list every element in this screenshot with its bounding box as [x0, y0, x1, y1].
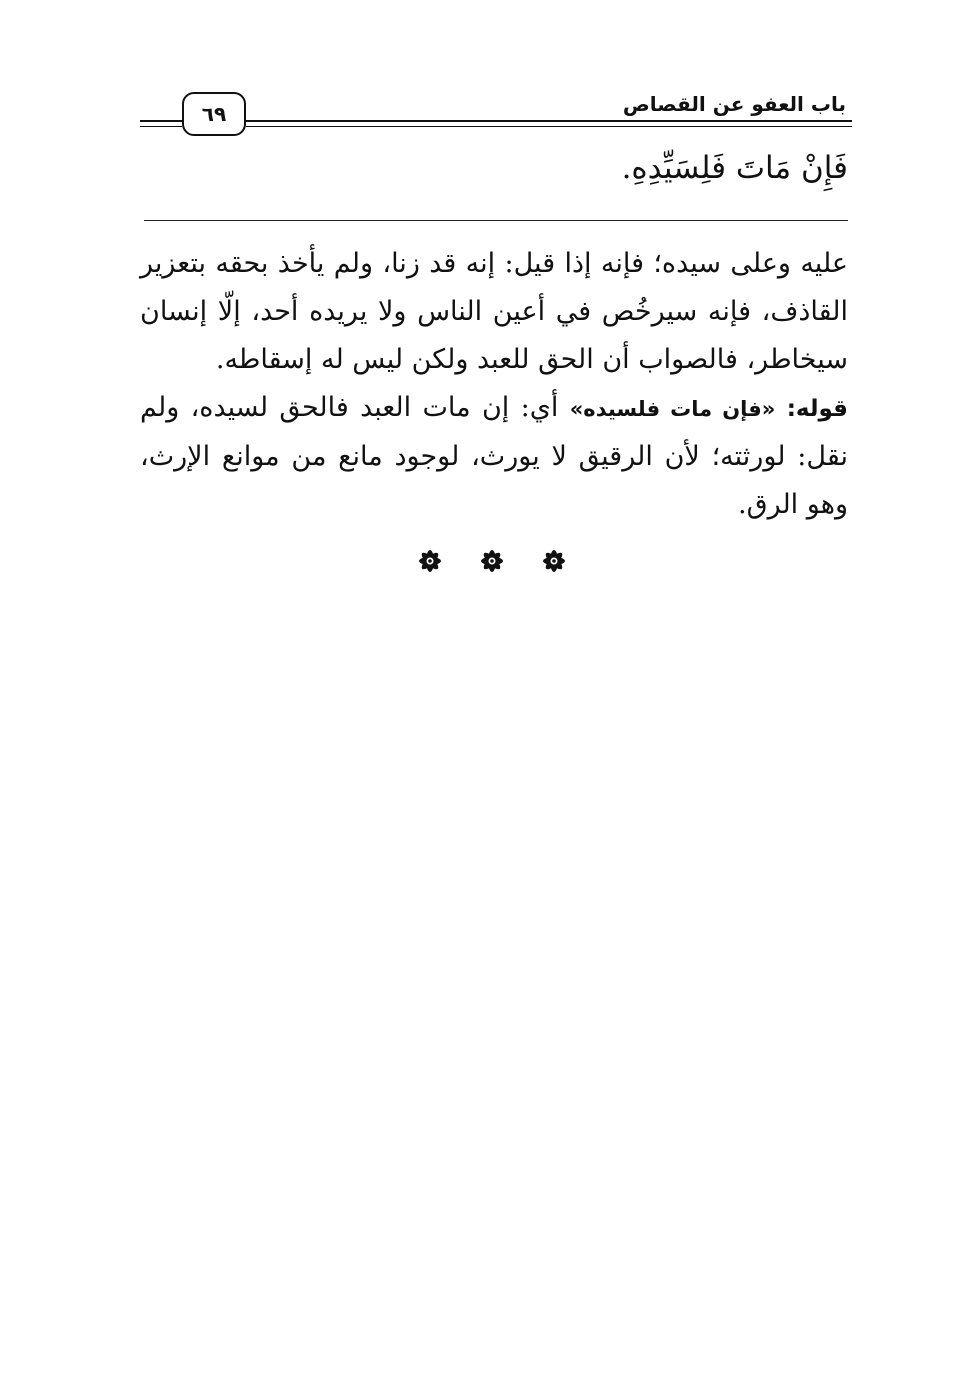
flower-ornament-icon [541, 548, 567, 574]
commentary-lead: قوله: [786, 396, 848, 422]
matn-text: فَإِنْ مَاتَ فَلِسَيِّدِهِ. [621, 150, 848, 186]
matn-divider [144, 220, 848, 221]
commentary-paragraph-2 [140, 384, 848, 529]
page-header [140, 84, 852, 140]
header-rule-left-bottom [140, 126, 182, 127]
commentary-rest: أي: إن مات العبد فالحق لسيده، ولم نقل: لورثته؛ لأن الرقيق لا يورث، لوجود مانع من موانع الإرث، وهو الرق. [140, 392, 848, 520]
chapter-title: باب العفو عن القصاص [622, 92, 846, 116]
page-number: ٦٩ [182, 92, 246, 136]
flower-ornament-icon [417, 548, 443, 574]
header-rule-left-top [140, 120, 182, 122]
commentary-quote: «فإن مات فلسيده» [569, 397, 776, 421]
header-rule-bottom [246, 126, 852, 127]
flower-ornament-icon [479, 548, 505, 574]
section-ornaments [417, 548, 567, 574]
commentary [140, 240, 848, 529]
header-rule-top [246, 120, 852, 122]
commentary-paragraph-1: عليه وعلى سيده؛ فإنه إذا قيل: إنه قد زنا، ولم يأخذ بحقه بتعزير القاذف، فإنه سيرخُص في أعين الناس ولا يريده أحد، إلّا إنسان سيخاطر، فالصواب أن الحق للعبد ولكن ليس له إسقاطه. [140, 248, 848, 375]
